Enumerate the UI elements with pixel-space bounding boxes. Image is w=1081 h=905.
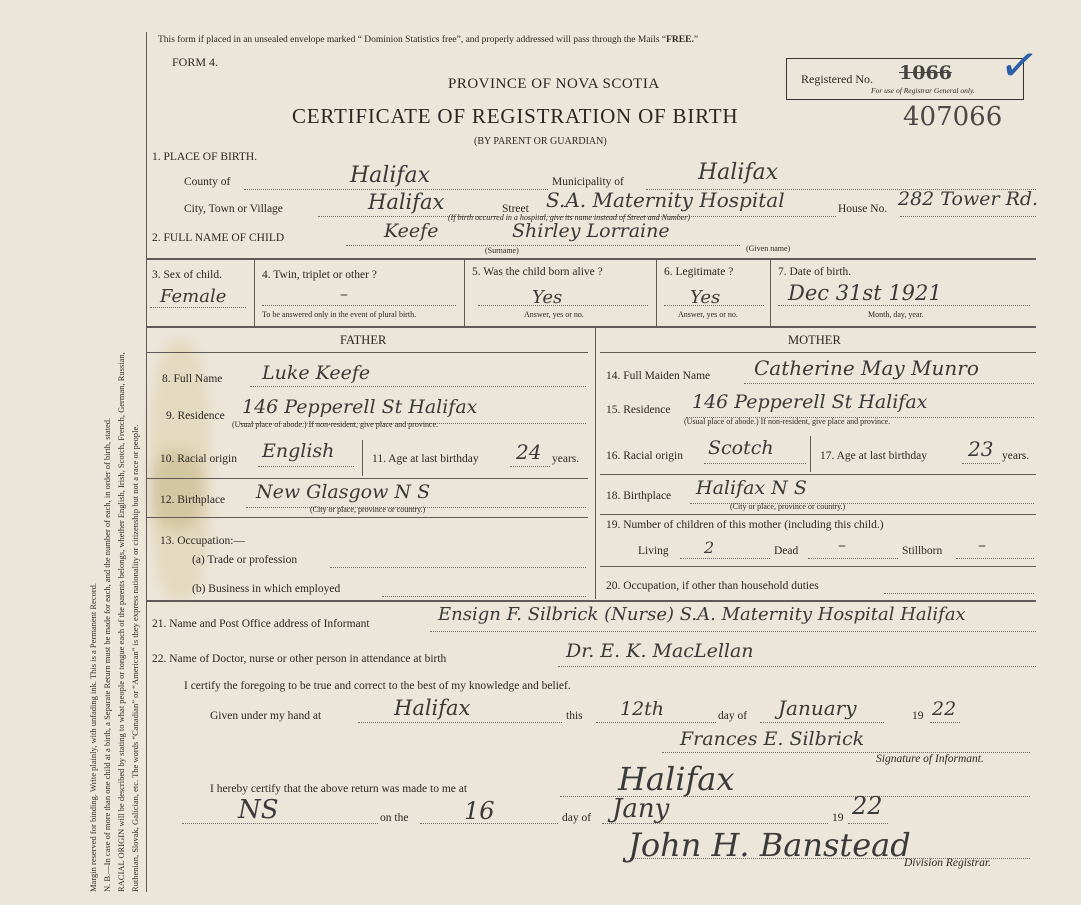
father-race-value: English xyxy=(262,440,335,462)
twin-note: To be answered only in the event of plural birth. xyxy=(262,310,417,319)
margin-note-binding: Margin reserved for binding. Write plainly, with unfading ink. This is a Permanent Record. xyxy=(88,582,98,892)
mother-race-value: Scotch xyxy=(708,437,774,459)
mother-heading: MOTHER xyxy=(788,333,841,347)
twin-value: – xyxy=(340,284,348,303)
mother-name-label: 14. Full Maiden Name xyxy=(606,370,711,382)
municipality-value: Halifax xyxy=(698,160,779,185)
registrar-year-prefix: 19 xyxy=(832,812,844,824)
mother-birthplace-label: 18. Birthplace xyxy=(606,490,672,502)
living-value: 2 xyxy=(704,538,715,557)
child-given-name: Shirley Lorraine xyxy=(512,220,670,242)
city-value: Halifax xyxy=(368,190,445,214)
mother-children-label: 19. Number of children of this mother (including this child.) xyxy=(606,519,884,531)
father-birthplace-value: New Glasgow N S xyxy=(256,481,431,503)
mother-age-label: 17. Age at last birthday xyxy=(820,450,927,462)
informant-label: 21. Name and Post Office address of Informant xyxy=(152,618,370,630)
street-label: Street xyxy=(502,203,529,215)
margin-note-racial: RACIAL ORIGIN will be described by stating to what people or tongue each of the parents belongs, whether English, Irish, Scotch, French, German, Russian, xyxy=(116,352,126,892)
father-residence-value: 146 Pepperell St Halifax xyxy=(242,396,478,418)
legitimate-note: Answer, yes or no. xyxy=(678,310,738,319)
informant-signature-label: Signature of Informant. xyxy=(876,753,984,765)
certificate-title: CERTIFICATE OF REGISTRATION OF BIRTH xyxy=(292,104,739,128)
margin-note-nb: N. B.—In case of more than one child at a birth, a Separate Return must be made for each, and the number of each, in order of birth, stated. xyxy=(102,417,112,892)
mother-name-value: Catherine May Munro xyxy=(754,356,979,380)
father-birthplace-note: (City or place, province or country.) xyxy=(310,505,426,514)
municipality-label: Municipality of xyxy=(552,176,624,188)
hospital-note: (If birth occurred in a hospital, give its name instead of Street and Number) xyxy=(448,213,691,222)
certify-year-prefix: 19 xyxy=(912,710,924,722)
father-heading: FATHER xyxy=(340,333,387,347)
dob-label: 7. Date of birth. xyxy=(778,266,852,278)
mother-years: years. xyxy=(1002,450,1030,462)
father-age-value: 24 xyxy=(516,440,542,464)
mother-residence-label: 15. Residence xyxy=(606,404,671,416)
check-mark: ✓ xyxy=(996,37,1042,94)
mail-note: This form if placed in an unsealed envelope marked “ Dominion Statistics free”, and properly addressed will pass through the Mails “FREE.” xyxy=(158,35,699,45)
province-heading: PROVINCE OF NOVA SCOTIA xyxy=(448,76,660,92)
mother-age-value: 23 xyxy=(968,437,994,461)
father-age-label: 11. Age at last birthday xyxy=(372,453,479,465)
mother-residence-note: (Usual place of abode.) If non-resident, give place and province. xyxy=(684,417,891,426)
doctor-label: 22. Name of Doctor, nurse or other person in attendance at birth xyxy=(152,653,447,665)
alive-note: Answer, yes or no. xyxy=(524,310,584,319)
informant-value: Ensign F. Silbrick (Nurse) S.A. Maternity Hospital Halifax xyxy=(438,604,966,625)
registrar-province: NS xyxy=(238,795,279,825)
given-name-note: (Given name) xyxy=(746,244,791,253)
mother-residence-value: 146 Pepperell St Halifax xyxy=(692,391,928,413)
handwritten-number: 407066 xyxy=(903,102,1003,132)
father-trade-label: (a) Trade or profession xyxy=(192,554,298,566)
father-occupation-label: 13. Occupation:— xyxy=(160,535,245,547)
certify-place: Halifax xyxy=(394,696,471,720)
certify-day-of-label: day of xyxy=(718,710,748,722)
certificate-subtitle: (BY PARENT OR GUARDIAN) xyxy=(474,136,607,147)
stillborn-value: – xyxy=(978,535,986,554)
street-value: S.A. Maternity Hospital xyxy=(546,188,785,212)
father-years: years. xyxy=(552,453,580,465)
father-business-label: (b) Business in which employed xyxy=(192,583,341,595)
mother-occupation-label: 20. Occupation, if other than household duties xyxy=(606,580,819,592)
registered-number: 1066 xyxy=(899,62,952,84)
margin-rule xyxy=(146,32,147,892)
registrar-year: 22 xyxy=(852,792,883,820)
stillborn-label: Stillborn xyxy=(902,545,943,557)
mother-birthplace-note: (City or place, province or country.) xyxy=(730,502,846,511)
father-residence-note: (Usual place of abode.) If non-resident, give place and province. xyxy=(232,420,439,429)
doctor-value: Dr. E. K. MacLellan xyxy=(566,640,754,662)
father-birthplace-label: 12. Birthplace xyxy=(160,494,226,506)
dob-note: Month, day, year. xyxy=(868,310,924,319)
child-name-label: 2. FULL NAME OF CHILD xyxy=(152,232,285,244)
sex-value: Female xyxy=(160,286,227,307)
county-label: County of xyxy=(184,176,231,188)
registered-label: Registered No. xyxy=(801,72,873,86)
father-race-label: 10. Racial origin xyxy=(160,453,237,465)
legitimate-value: Yes xyxy=(690,287,721,308)
twin-label: 4. Twin, triplet or other ? xyxy=(262,269,377,281)
house-value: 282 Tower Rd. xyxy=(898,188,1039,210)
dob-value: Dec 31st 1921 xyxy=(788,281,942,305)
informant-signature: Frances E. Silbrick xyxy=(680,728,865,750)
sex-label: 3. Sex of child. xyxy=(152,269,222,281)
place-heading: 1. PLACE OF BIRTH. xyxy=(152,151,258,163)
registrar-signature-label: Division Registrar. xyxy=(904,857,991,869)
registrar-text: I hereby certify that the above return was made to me at xyxy=(210,783,468,795)
registered-box xyxy=(786,58,1024,100)
registrar-day-of-label: day of xyxy=(562,812,592,824)
registrar-day: 16 xyxy=(464,797,495,825)
margin-note-racial-cont: Ruthenian, Slovak, Galician, etc. The words “Canadian” or “American” is they express nationality or citizenship but not a race or people. xyxy=(130,424,140,892)
alive-value: Yes xyxy=(532,287,563,308)
county-value: Halifax xyxy=(350,163,431,188)
registrar-signature: John H. Banstead xyxy=(628,826,911,864)
certify-year: 22 xyxy=(932,698,957,720)
certify-text: I certify the foregoing to be true and correct to the best of my knowledge and belief. xyxy=(184,680,571,692)
dead-value: – xyxy=(838,535,846,554)
surname-note: (Surname) xyxy=(485,246,519,255)
certify-this-label: this xyxy=(566,710,583,722)
form-number: FORM 4. xyxy=(172,55,219,69)
given-under-label: Given under my hand at xyxy=(210,710,322,722)
father-name-value: Luke Keefe xyxy=(262,362,371,384)
living-label: Living xyxy=(638,545,669,557)
mother-birthplace-value: Halifax N S xyxy=(696,477,807,499)
registrar-only-note: For use of Registrar General only. xyxy=(871,86,975,95)
legitimate-label: 6. Legitimate ? xyxy=(664,266,734,278)
father-residence-label: 9. Residence xyxy=(166,410,225,422)
father-name-label: 8. Full Name xyxy=(162,373,223,385)
registrar-month: Jany xyxy=(612,794,670,824)
registrar-place: Halifax xyxy=(618,760,735,798)
mother-race-label: 16. Racial origin xyxy=(606,450,683,462)
alive-label: 5. Was the child born alive ? xyxy=(472,266,603,278)
city-label: City, Town or Village xyxy=(184,203,283,215)
registrar-on-label: on the xyxy=(380,812,409,824)
certify-day: 12th xyxy=(620,698,665,720)
dead-label: Dead xyxy=(774,545,799,557)
certify-month: January xyxy=(778,696,857,720)
child-surname: Keefe xyxy=(384,220,439,242)
house-label: House No. xyxy=(838,203,888,215)
